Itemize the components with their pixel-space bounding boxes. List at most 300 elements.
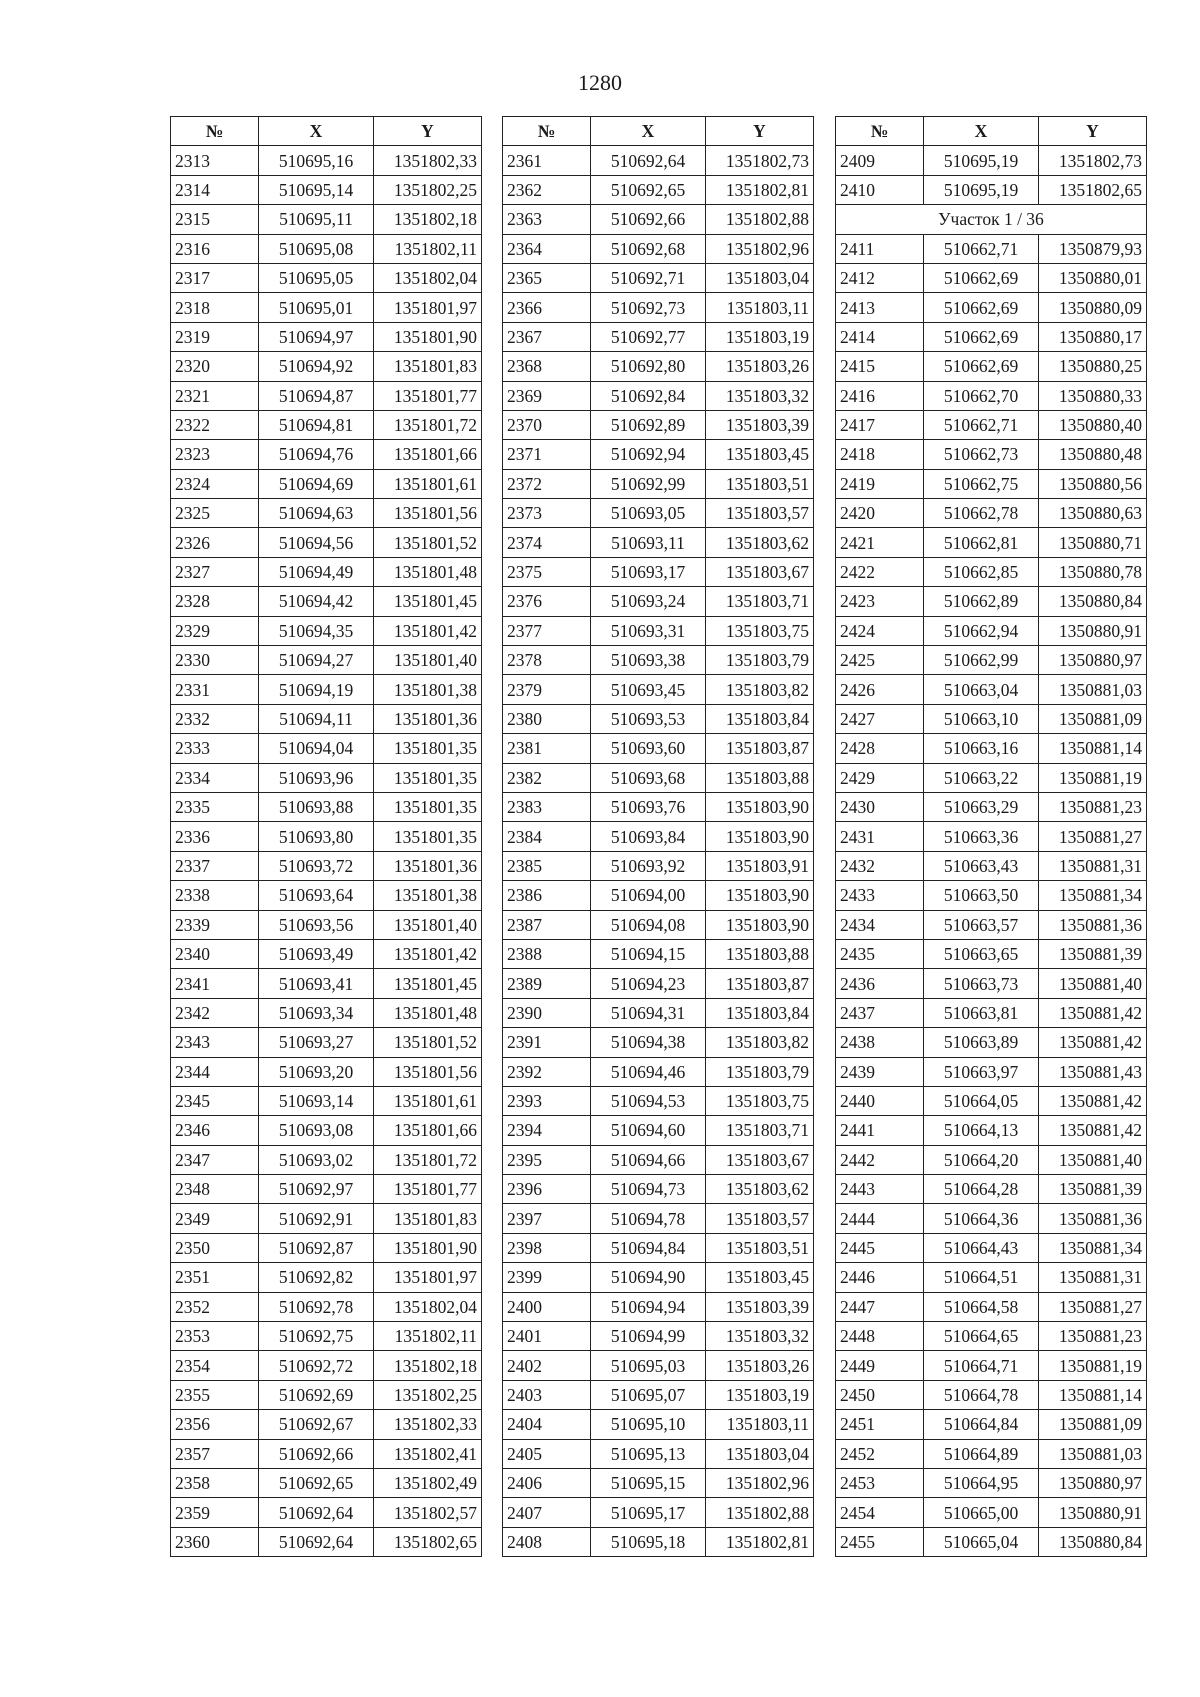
table-row: [171, 1292, 482, 1321]
x-coordinate-cell: 510692,68: [591, 234, 706, 263]
y-coordinate-cell: 1350881,03: [1039, 1439, 1147, 1468]
y-coordinate-cell: 1351802,11: [374, 1322, 482, 1351]
point-number-cell: 2381: [503, 734, 591, 763]
x-coordinate-cell: 510692,75: [259, 1322, 374, 1351]
x-coordinate-cell: 510694,11: [259, 704, 374, 733]
point-number-cell: 2377: [503, 616, 591, 645]
y-coordinate-cell: 1351802,96: [706, 1468, 814, 1497]
y-coordinate-cell: 1350881,36: [1039, 1204, 1147, 1233]
y-coordinate-cell: 1351803,79: [706, 646, 814, 675]
point-number-cell: 2432: [836, 851, 924, 880]
x-coordinate-cell: 510663,04: [924, 675, 1039, 704]
table-row: [836, 851, 1147, 880]
point-number-cell: 2367: [503, 322, 591, 351]
x-coordinate-cell: 510693,49: [259, 939, 374, 968]
point-number-cell: 2375: [503, 557, 591, 586]
point-number-cell: 2384: [503, 822, 591, 851]
y-coordinate-cell: 1350880,17: [1039, 322, 1147, 351]
y-coordinate-cell: 1350880,84: [1039, 587, 1147, 616]
y-coordinate-cell: 1351801,90: [374, 1233, 482, 1262]
x-coordinate-cell: 510663,81: [924, 998, 1039, 1027]
table-row: [171, 881, 482, 910]
y-coordinate-cell: 1351801,97: [374, 1263, 482, 1292]
x-coordinate-cell: 510693,88: [259, 792, 374, 821]
y-coordinate-cell: 1350881,23: [1039, 792, 1147, 821]
table-row: [171, 1527, 482, 1556]
point-number-cell: 2363: [503, 205, 591, 234]
y-coordinate-cell: 1351801,40: [374, 646, 482, 675]
y-coordinate-cell: 1351802,04: [374, 1292, 482, 1321]
point-number-cell: 2372: [503, 469, 591, 498]
point-number-cell: 2324: [171, 469, 259, 498]
table-row: [836, 469, 1147, 498]
table-row: [503, 352, 814, 381]
y-coordinate-cell: 1351801,77: [374, 1175, 482, 1204]
point-number-cell: 2429: [836, 763, 924, 792]
y-coordinate-cell: 1351803,19: [706, 1380, 814, 1409]
table-body: [171, 146, 482, 1557]
header-x: X: [259, 117, 374, 146]
point-number-cell: 2427: [836, 704, 924, 733]
x-coordinate-cell: 510695,10: [591, 1410, 706, 1439]
point-number-cell: 2446: [836, 1263, 924, 1292]
table-row: [503, 998, 814, 1027]
x-coordinate-cell: 510693,84: [591, 822, 706, 851]
point-number-cell: 2394: [503, 1116, 591, 1145]
point-number-cell: 2410: [836, 175, 924, 204]
y-coordinate-cell: 1351803,75: [706, 1086, 814, 1115]
y-coordinate-cell: 1351803,32: [706, 381, 814, 410]
x-coordinate-cell: 510694,53: [591, 1086, 706, 1115]
point-number-cell: 2441: [836, 1116, 924, 1145]
x-coordinate-cell: 510662,69: [924, 352, 1039, 381]
header-x: X: [591, 117, 706, 146]
x-coordinate-cell: 510662,70: [924, 381, 1039, 410]
point-number-cell: 2376: [503, 587, 591, 616]
x-coordinate-cell: 510693,53: [591, 704, 706, 733]
y-coordinate-cell: 1351803,11: [706, 1410, 814, 1439]
coordinates-table-2: [502, 116, 814, 1557]
x-coordinate-cell: 510692,73: [591, 293, 706, 322]
x-coordinate-cell: 510694,84: [591, 1233, 706, 1262]
x-coordinate-cell: 510694,42: [259, 587, 374, 616]
x-coordinate-cell: 510692,69: [259, 1380, 374, 1409]
point-number-cell: 2386: [503, 881, 591, 910]
x-coordinate-cell: 510694,76: [259, 440, 374, 469]
point-number-cell: 2326: [171, 528, 259, 557]
x-coordinate-cell: 510693,41: [259, 969, 374, 998]
y-coordinate-cell: 1350881,42: [1039, 1116, 1147, 1145]
table-row: [503, 881, 814, 910]
y-coordinate-cell: 1351803,62: [706, 1175, 814, 1204]
point-number-cell: 2414: [836, 322, 924, 351]
x-coordinate-cell: 510695,19: [924, 175, 1039, 204]
y-coordinate-cell: 1350880,01: [1039, 263, 1147, 292]
y-coordinate-cell: 1350881,39: [1039, 939, 1147, 968]
point-number-cell: 2392: [503, 1057, 591, 1086]
point-number-cell: 2339: [171, 910, 259, 939]
y-coordinate-cell: 1350880,63: [1039, 499, 1147, 528]
point-number-cell: 2403: [503, 1380, 591, 1409]
y-coordinate-cell: 1350881,39: [1039, 1175, 1147, 1204]
y-coordinate-cell: 1350881,19: [1039, 763, 1147, 792]
point-number-cell: 2358: [171, 1468, 259, 1497]
y-coordinate-cell: 1350879,93: [1039, 234, 1147, 263]
y-coordinate-cell: 1351801,48: [374, 557, 482, 586]
table-row: [171, 1028, 482, 1057]
y-coordinate-cell: 1351802,73: [1039, 146, 1147, 175]
point-number-cell: 2336: [171, 822, 259, 851]
y-coordinate-cell: 1351803,90: [706, 822, 814, 851]
point-number-cell: 2426: [836, 675, 924, 704]
x-coordinate-cell: 510693,68: [591, 763, 706, 792]
point-number-cell: 2442: [836, 1145, 924, 1174]
point-number-cell: 2399: [503, 1263, 591, 1292]
point-number-cell: 2361: [503, 146, 591, 175]
point-number-cell: 2415: [836, 352, 924, 381]
y-coordinate-cell: 1351803,71: [706, 1116, 814, 1145]
x-coordinate-cell: 510694,99: [591, 1322, 706, 1351]
point-number-cell: 2443: [836, 1175, 924, 1204]
table-row: [171, 1175, 482, 1204]
x-coordinate-cell: 510695,01: [259, 293, 374, 322]
x-coordinate-cell: 510663,65: [924, 939, 1039, 968]
y-coordinate-cell: 1350881,43: [1039, 1057, 1147, 1086]
table-row: [171, 1204, 482, 1233]
table-row: [171, 1380, 482, 1409]
point-number-cell: 2444: [836, 1204, 924, 1233]
y-coordinate-cell: 1350880,25: [1039, 352, 1147, 381]
point-number-cell: 2344: [171, 1057, 259, 1086]
table-row: [503, 1057, 814, 1086]
point-number-cell: 2348: [171, 1175, 259, 1204]
y-coordinate-cell: 1351801,83: [374, 352, 482, 381]
table-row: [171, 410, 482, 439]
x-coordinate-cell: 510692,77: [591, 322, 706, 351]
x-coordinate-cell: 510692,99: [591, 469, 706, 498]
y-coordinate-cell: 1350881,27: [1039, 1292, 1147, 1321]
point-number-cell: 2382: [503, 763, 591, 792]
table-row: [836, 998, 1147, 1027]
table-row: [836, 263, 1147, 292]
y-coordinate-cell: 1350880,78: [1039, 557, 1147, 586]
point-number-cell: 2321: [171, 381, 259, 410]
x-coordinate-cell: 510664,71: [924, 1351, 1039, 1380]
table-row: [503, 557, 814, 586]
point-number-cell: 2374: [503, 528, 591, 557]
y-coordinate-cell: 1351801,72: [374, 1145, 482, 1174]
y-coordinate-cell: 1351801,52: [374, 528, 482, 557]
point-number-cell: 2387: [503, 910, 591, 939]
x-coordinate-cell: 510692,64: [259, 1498, 374, 1527]
x-coordinate-cell: 510694,81: [259, 410, 374, 439]
x-coordinate-cell: 510662,94: [924, 616, 1039, 645]
x-coordinate-cell: 510694,73: [591, 1175, 706, 1204]
y-coordinate-cell: 1350881,31: [1039, 851, 1147, 880]
x-coordinate-cell: 510692,78: [259, 1292, 374, 1321]
x-coordinate-cell: 510694,46: [591, 1057, 706, 1086]
y-coordinate-cell: 1351802,49: [374, 1468, 482, 1497]
y-coordinate-cell: 1350880,97: [1039, 646, 1147, 675]
y-coordinate-cell: 1351803,90: [706, 881, 814, 910]
x-coordinate-cell: 510664,28: [924, 1175, 1039, 1204]
point-number-cell: 2454: [836, 1498, 924, 1527]
x-coordinate-cell: 510662,78: [924, 499, 1039, 528]
y-coordinate-cell: 1351802,65: [374, 1527, 482, 1556]
point-number-cell: 2447: [836, 1292, 924, 1321]
point-number-cell: 2430: [836, 792, 924, 821]
x-coordinate-cell: 510695,17: [591, 1498, 706, 1527]
x-coordinate-cell: 510693,20: [259, 1057, 374, 1086]
x-coordinate-cell: 510692,66: [259, 1439, 374, 1468]
point-number-cell: 2421: [836, 528, 924, 557]
y-coordinate-cell: 1350881,27: [1039, 822, 1147, 851]
y-coordinate-cell: 1350880,91: [1039, 1498, 1147, 1527]
y-coordinate-cell: 1351801,97: [374, 293, 482, 322]
table-row: [503, 1175, 814, 1204]
table-row: [171, 1086, 482, 1115]
x-coordinate-cell: 510662,85: [924, 557, 1039, 586]
point-number-cell: 2434: [836, 910, 924, 939]
point-number-cell: 2373: [503, 499, 591, 528]
y-coordinate-cell: 1351803,84: [706, 704, 814, 733]
table-row: [503, 1468, 814, 1497]
x-coordinate-cell: 510693,27: [259, 1028, 374, 1057]
y-coordinate-cell: 1350880,48: [1039, 440, 1147, 469]
x-coordinate-cell: 510692,64: [591, 146, 706, 175]
table-row: [503, 822, 814, 851]
point-number-cell: 2360: [171, 1527, 259, 1556]
point-number-cell: 2407: [503, 1498, 591, 1527]
point-number-cell: 2333: [171, 734, 259, 763]
x-coordinate-cell: 510693,72: [259, 851, 374, 880]
point-number-cell: 2401: [503, 1322, 591, 1351]
point-number-cell: 2379: [503, 675, 591, 704]
table-row: [836, 1204, 1147, 1233]
x-coordinate-cell: 510693,17: [591, 557, 706, 586]
table-row: [836, 1468, 1147, 1497]
x-coordinate-cell: 510663,43: [924, 851, 1039, 880]
point-number-cell: 2345: [171, 1086, 259, 1115]
table-row: [171, 734, 482, 763]
table-row: [171, 499, 482, 528]
x-coordinate-cell: 510664,95: [924, 1468, 1039, 1497]
table-row: [503, 969, 814, 998]
table-row: [836, 1116, 1147, 1145]
y-coordinate-cell: 1351803,39: [706, 410, 814, 439]
y-coordinate-cell: 1351802,88: [706, 1498, 814, 1527]
table-row: [503, 1116, 814, 1145]
y-coordinate-cell: 1351803,04: [706, 263, 814, 292]
x-coordinate-cell: 510695,14: [259, 175, 374, 204]
table-row: [836, 1233, 1147, 1262]
table-row: [503, 1527, 814, 1556]
table-row: [503, 1145, 814, 1174]
table-row: [503, 1498, 814, 1527]
x-coordinate-cell: 510694,00: [591, 881, 706, 910]
table-row: [503, 263, 814, 292]
y-coordinate-cell: 1350880,84: [1039, 1527, 1147, 1556]
header-y: Y: [706, 117, 814, 146]
x-coordinate-cell: 510663,29: [924, 792, 1039, 821]
x-coordinate-cell: 510695,07: [591, 1380, 706, 1409]
y-coordinate-cell: 1351803,39: [706, 1292, 814, 1321]
x-coordinate-cell: 510692,89: [591, 410, 706, 439]
point-number-cell: 2354: [171, 1351, 259, 1380]
table-row: [836, 881, 1147, 910]
point-number-cell: 2332: [171, 704, 259, 733]
header-y: Y: [1039, 117, 1147, 146]
x-coordinate-cell: 510663,97: [924, 1057, 1039, 1086]
y-coordinate-cell: 1350881,31: [1039, 1263, 1147, 1292]
x-coordinate-cell: 510664,05: [924, 1086, 1039, 1115]
y-coordinate-cell: 1351801,36: [374, 704, 482, 733]
y-coordinate-cell: 1351802,41: [374, 1439, 482, 1468]
y-coordinate-cell: 1351803,87: [706, 734, 814, 763]
y-coordinate-cell: 1351801,38: [374, 675, 482, 704]
x-coordinate-cell: 510694,15: [591, 939, 706, 968]
y-coordinate-cell: 1351803,51: [706, 1233, 814, 1262]
table-row: [171, 910, 482, 939]
table-row: [503, 792, 814, 821]
x-coordinate-cell: 510694,19: [259, 675, 374, 704]
x-coordinate-cell: 510662,81: [924, 528, 1039, 557]
table-row: [836, 293, 1147, 322]
table-row: [171, 646, 482, 675]
y-coordinate-cell: 1351803,88: [706, 763, 814, 792]
x-coordinate-cell: 510663,16: [924, 734, 1039, 763]
point-number-cell: 2455: [836, 1527, 924, 1556]
table-row: [836, 234, 1147, 263]
x-coordinate-cell: 510693,60: [591, 734, 706, 763]
y-coordinate-cell: 1351801,61: [374, 469, 482, 498]
x-coordinate-cell: 510664,58: [924, 1292, 1039, 1321]
x-coordinate-cell: 510694,78: [591, 1204, 706, 1233]
table-row: [503, 1204, 814, 1233]
point-number-cell: 2389: [503, 969, 591, 998]
table-row: [503, 293, 814, 322]
y-coordinate-cell: 1351802,11: [374, 234, 482, 263]
point-number-cell: 2371: [503, 440, 591, 469]
x-coordinate-cell: 510662,89: [924, 587, 1039, 616]
table-row: [171, 998, 482, 1027]
point-number-cell: 2405: [503, 1439, 591, 1468]
x-coordinate-cell: 510692,82: [259, 1263, 374, 1292]
header-row: [836, 117, 1147, 146]
coordinates-table-1: [170, 116, 482, 1557]
y-coordinate-cell: 1350880,09: [1039, 293, 1147, 322]
table-row: [836, 1292, 1147, 1321]
point-number-cell: 2413: [836, 293, 924, 322]
point-number-cell: 2380: [503, 704, 591, 733]
table-row: [836, 1322, 1147, 1351]
x-coordinate-cell: 510664,89: [924, 1439, 1039, 1468]
y-coordinate-cell: 1351801,56: [374, 499, 482, 528]
point-number-cell: 2338: [171, 881, 259, 910]
point-number-cell: 2448: [836, 1322, 924, 1351]
table-row: [171, 969, 482, 998]
point-number-cell: 2398: [503, 1233, 591, 1262]
x-coordinate-cell: 510692,66: [591, 205, 706, 234]
point-number-cell: 2422: [836, 557, 924, 586]
point-number-cell: 2349: [171, 1204, 259, 1233]
table-row: [171, 616, 482, 645]
y-coordinate-cell: 1351802,18: [374, 1351, 482, 1380]
x-coordinate-cell: 510662,71: [924, 234, 1039, 263]
x-coordinate-cell: 510694,97: [259, 322, 374, 351]
y-coordinate-cell: 1351803,57: [706, 1204, 814, 1233]
x-coordinate-cell: 510694,69: [259, 469, 374, 498]
point-number-cell: 2313: [171, 146, 259, 175]
y-coordinate-cell: 1351803,87: [706, 969, 814, 998]
point-number-cell: 2406: [503, 1468, 591, 1497]
table-row: [171, 1468, 482, 1497]
y-coordinate-cell: 1351801,45: [374, 969, 482, 998]
point-number-cell: 2370: [503, 410, 591, 439]
table-row: [503, 234, 814, 263]
x-coordinate-cell: 510695,19: [924, 146, 1039, 175]
table-row: [836, 1263, 1147, 1292]
x-coordinate-cell: 510692,65: [591, 175, 706, 204]
table-row: [171, 263, 482, 292]
y-coordinate-cell: 1350881,34: [1039, 1233, 1147, 1262]
table-row: [171, 792, 482, 821]
x-coordinate-cell: 510664,13: [924, 1116, 1039, 1145]
x-coordinate-cell: 510692,87: [259, 1233, 374, 1262]
y-coordinate-cell: 1351801,35: [374, 734, 482, 763]
point-number-cell: 2418: [836, 440, 924, 469]
point-number-cell: 2346: [171, 1116, 259, 1145]
point-number-cell: 2383: [503, 792, 591, 821]
y-coordinate-cell: 1351801,52: [374, 1028, 482, 1057]
point-number-cell: 2330: [171, 646, 259, 675]
table-row: [836, 1498, 1147, 1527]
table-row: [836, 1380, 1147, 1409]
table-row: [503, 440, 814, 469]
x-coordinate-cell: 510692,94: [591, 440, 706, 469]
x-coordinate-cell: 510692,67: [259, 1410, 374, 1439]
x-coordinate-cell: 510695,16: [259, 146, 374, 175]
point-number-cell: 2362: [503, 175, 591, 204]
x-coordinate-cell: 510695,13: [591, 1439, 706, 1468]
table-row: [836, 352, 1147, 381]
point-number-cell: 2317: [171, 263, 259, 292]
table-row: [836, 969, 1147, 998]
x-coordinate-cell: 510694,35: [259, 616, 374, 645]
x-coordinate-cell: 510695,03: [591, 1351, 706, 1380]
point-number-cell: 2396: [503, 1175, 591, 1204]
x-coordinate-cell: 510694,23: [591, 969, 706, 998]
table-row: [171, 381, 482, 410]
point-number-cell: 2350: [171, 1233, 259, 1262]
y-coordinate-cell: 1351802,73: [706, 146, 814, 175]
table-row: [503, 704, 814, 733]
table-row: [171, 1145, 482, 1174]
y-coordinate-cell: 1350880,33: [1039, 381, 1147, 410]
y-coordinate-cell: 1350881,14: [1039, 734, 1147, 763]
table-row: [836, 646, 1147, 675]
table-row: [836, 1145, 1147, 1174]
y-coordinate-cell: 1350881,40: [1039, 969, 1147, 998]
y-coordinate-cell: 1351801,38: [374, 881, 482, 910]
header-row: [503, 117, 814, 146]
x-coordinate-cell: 510693,05: [591, 499, 706, 528]
point-number-cell: 2412: [836, 263, 924, 292]
point-number-cell: 2428: [836, 734, 924, 763]
y-coordinate-cell: 1351801,61: [374, 1086, 482, 1115]
point-number-cell: 2431: [836, 822, 924, 851]
y-coordinate-cell: 1351803,88: [706, 939, 814, 968]
